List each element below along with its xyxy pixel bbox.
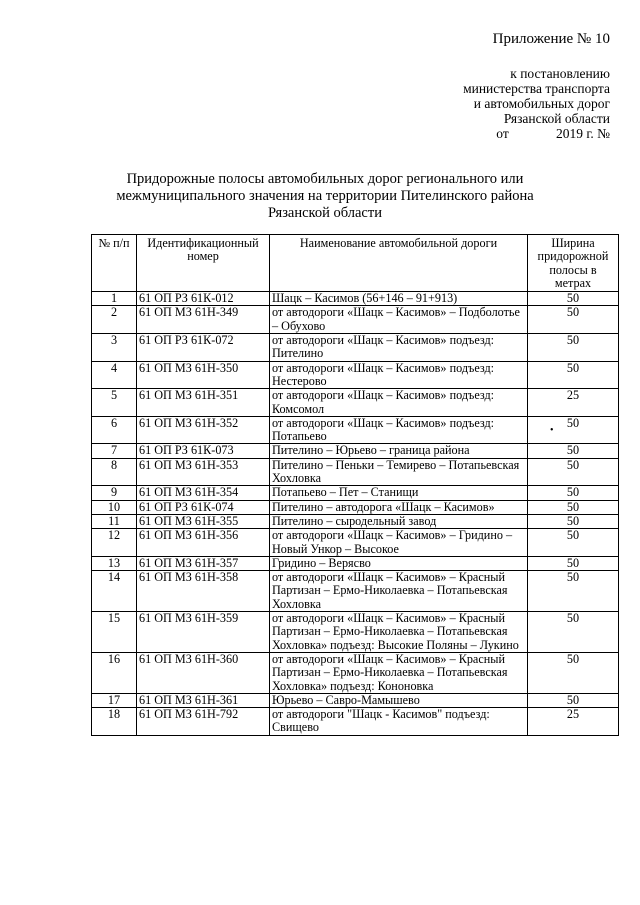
road-name: от автодороги «Шацк – Касимов» – Красный Партизан – Ермо-Николаевка – Потапьевская Хохловка» подъезд: Высокие Поляны – Лукино (270, 612, 528, 653)
strip-width: 50 (528, 292, 619, 306)
table-row (92, 652, 619, 693)
header-num: № п/п (92, 235, 137, 292)
table-row (92, 571, 619, 612)
strip-width: 50 (528, 486, 619, 500)
table-row (92, 500, 619, 514)
table-header-row (92, 235, 619, 292)
road-name: от автодороги «Шацк – Касимов» подъезд: Комсомол (270, 389, 528, 417)
header-line-4: Рязанской области (503, 111, 610, 126)
strip-width: 50 (528, 361, 619, 389)
date-line: от 2019 г. № (496, 126, 610, 141)
strip-width: 50 (528, 444, 619, 458)
document-title: Придорожные полосы автомобильных дорог регионального или межмуниципального значения на территории Пителинского района Рязанской области (116, 171, 534, 221)
header-name: Наименование автомобильной дороги (270, 235, 528, 292)
road-id: 61 ОП МЗ 61Н-355 (137, 514, 270, 528)
scan-mark: • (550, 425, 554, 436)
row-number: 9 (92, 486, 137, 500)
strip-width: 50 (528, 500, 619, 514)
table-row (92, 556, 619, 570)
row-number: 8 (92, 458, 137, 486)
row-number: 16 (92, 652, 137, 693)
strip-width: 25 (528, 708, 619, 736)
row-number: 10 (92, 500, 137, 514)
row-number: 3 (92, 334, 137, 362)
strip-width: 50 (528, 652, 619, 693)
road-id: 61 ОП МЗ 61Н-351 (137, 389, 270, 417)
table-row (92, 334, 619, 362)
road-id: 61 ОП МЗ 61Н-792 (137, 708, 270, 736)
strip-width: 50 (528, 306, 619, 334)
table-row (92, 693, 619, 707)
table-row (92, 361, 619, 389)
header-line-2: министерства транспорта (463, 81, 610, 96)
strip-width: 50 (528, 529, 619, 557)
road-id: 61 ОП РЗ 61К-012 (137, 292, 270, 306)
row-number: 11 (92, 514, 137, 528)
strip-width: 50 (528, 693, 619, 707)
road-name: от автодороги «Шацк – Касимов» подъезд: Пителино (270, 334, 528, 362)
table-row (92, 514, 619, 528)
row-number: 18 (92, 708, 137, 736)
strip-width: 50 (528, 571, 619, 612)
road-name: Пителино – Юрьево – граница района (270, 444, 528, 458)
header-width: Ширина придорожной полосы в метрах (528, 235, 619, 292)
road-name: от автодороги «Шацк – Касимов» – Подболотье – Обухово (270, 306, 528, 334)
table-row (92, 292, 619, 306)
table-row (92, 389, 619, 417)
strip-width: 50 (528, 514, 619, 528)
table-row (92, 458, 619, 486)
table-row (92, 529, 619, 557)
row-number: 6 (92, 416, 137, 444)
road-id: 61 ОП МЗ 61Н-352 (137, 416, 270, 444)
strip-width: 50 (528, 556, 619, 570)
table-body (92, 292, 619, 736)
road-id: 61 ОП МЗ 61Н-361 (137, 693, 270, 707)
strip-width: 25 (528, 389, 619, 417)
road-name: Пителино – сыродельный завод (270, 514, 528, 528)
table-row (92, 708, 619, 736)
road-name: Пителино – Пеньки – Темирево – Потапьевская Хохловка (270, 458, 528, 486)
road-name: от автодороги "Шацк - Касимов" подъезд: Свищево (270, 708, 528, 736)
road-id: 61 ОП МЗ 61Н-349 (137, 306, 270, 334)
road-id: 61 ОП МЗ 61Н-360 (137, 652, 270, 693)
road-id: 61 ОП МЗ 61Н-356 (137, 529, 270, 557)
row-number: 1 (92, 292, 137, 306)
header-line-3: и автомобильных дорог (473, 96, 610, 111)
road-name: от автодороги «Шацк – Касимов» – Гридино – Новый Ункор – Высокое (270, 529, 528, 557)
road-id: 61 ОП РЗ 61К-072 (137, 334, 270, 362)
road-name: от автодороги «Шацк – Касимов» подъезд: Потапьево (270, 416, 528, 444)
table-row (92, 612, 619, 653)
strip-width: 50 (528, 416, 619, 444)
strip-width: 50 (528, 612, 619, 653)
road-name: Юрьево – Савро-Мамышево (270, 693, 528, 707)
road-name: Шацк – Касимов (56+146 – 91+913) (270, 292, 528, 306)
row-number: 14 (92, 571, 137, 612)
road-name: Пителино – автодорога «Шацк – Касимов» (270, 500, 528, 514)
road-name: от автодороги «Шацк – Касимов» – Красный Партизан – Ермо-Николаевка – Потапьевская Хохловка (270, 571, 528, 612)
table-row (92, 306, 619, 334)
row-number: 4 (92, 361, 137, 389)
row-number: 17 (92, 693, 137, 707)
road-name: Гридино – Верясво (270, 556, 528, 570)
table-row (92, 486, 619, 500)
road-name: от автодороги «Шацк – Касимов» – Красный Партизан – Ермо-Николаевка – Потапьевская Хохловка» подъезд: Кононовка (270, 652, 528, 693)
road-id: 61 ОП МЗ 61Н-353 (137, 458, 270, 486)
roads-table (91, 234, 619, 736)
strip-width: 50 (528, 458, 619, 486)
road-name: Потапьево – Пет – Станищи (270, 486, 528, 500)
road-id: 61 ОП МЗ 61Н-358 (137, 571, 270, 612)
table-row (92, 416, 619, 444)
road-id: 61 ОП МЗ 61Н-350 (137, 361, 270, 389)
road-name: от автодороги «Шацк – Касимов» подъезд: Нестерово (270, 361, 528, 389)
header-id: Идентификационный номер (137, 235, 270, 292)
row-number: 12 (92, 529, 137, 557)
row-number: 5 (92, 389, 137, 417)
row-number: 7 (92, 444, 137, 458)
row-number: 15 (92, 612, 137, 653)
approval-header (463, 32, 610, 141)
road-id: 61 ОП РЗ 61К-073 (137, 444, 270, 458)
appendix-title: Приложение № 10 (492, 31, 610, 47)
road-id: 61 ОП МЗ 61Н-359 (137, 612, 270, 653)
road-id: 61 ОП РЗ 61К-074 (137, 500, 270, 514)
road-id: 61 ОП МЗ 61Н-357 (137, 556, 270, 570)
row-number: 2 (92, 306, 137, 334)
row-number: 13 (92, 556, 137, 570)
header-line-1: к постановлению (510, 66, 610, 81)
strip-width: 50 (528, 334, 619, 362)
road-id: 61 ОП МЗ 61Н-354 (137, 486, 270, 500)
table-row (92, 444, 619, 458)
